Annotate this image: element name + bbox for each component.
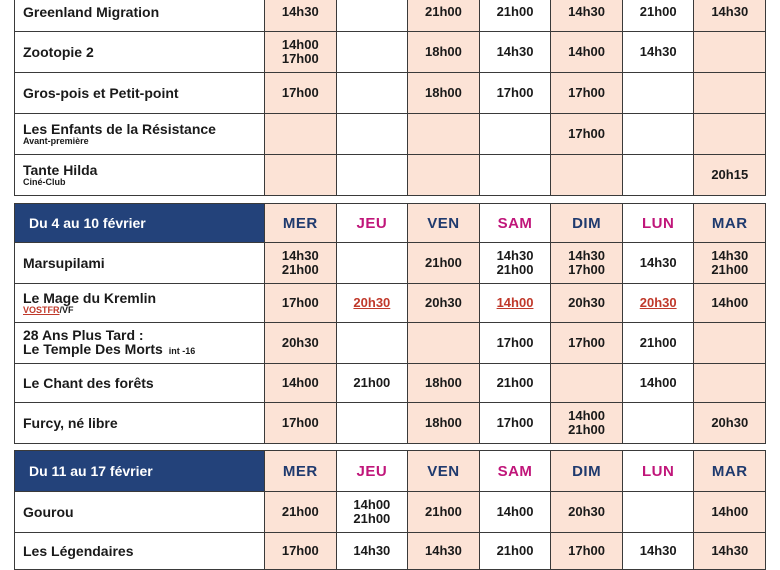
day-header-dim: DIM xyxy=(551,451,623,491)
day-header-jeu: JEU xyxy=(337,204,409,242)
day-header-mar: MAR xyxy=(694,204,766,242)
showtime-cell: 14h00 xyxy=(623,364,695,402)
showtime-cell xyxy=(337,492,409,532)
showtime-cell xyxy=(408,155,480,195)
showtime-cell: 14h30 xyxy=(694,0,766,31)
table-row xyxy=(14,364,766,403)
showtime-cell xyxy=(337,114,409,154)
showtime: 21h00 xyxy=(568,422,606,437)
showtime-cell xyxy=(480,243,552,283)
showtime-cell xyxy=(551,155,623,195)
showtime-cell xyxy=(623,155,695,195)
vf-label: /VF xyxy=(59,305,74,315)
showtime-cell xyxy=(694,73,766,113)
table-row xyxy=(14,323,766,364)
day-header-ven: VEN xyxy=(408,204,480,242)
showtime-cell: 18h00 xyxy=(408,403,480,443)
film-subtitle xyxy=(23,305,256,315)
showtime-cell: 17h00 xyxy=(265,284,337,322)
film-title-cell xyxy=(14,114,265,154)
showtime-cell: 17h00 xyxy=(551,73,623,113)
showtime-cell: 21h00 xyxy=(408,492,480,532)
film-title-cell xyxy=(14,403,265,443)
showtime: 21h00 xyxy=(353,511,391,526)
film-title: Les Enfants de la Résistance xyxy=(23,121,216,137)
showtime-cell xyxy=(337,243,409,283)
vostfr-link[interactable]: VOSTFR xyxy=(23,305,60,315)
showtime-cell: 17h00 xyxy=(551,323,623,363)
showtime-cell xyxy=(480,114,552,154)
showtime-cell xyxy=(623,284,695,322)
film-title: Le Mage du Kremlin xyxy=(23,290,157,306)
table-row xyxy=(14,155,766,196)
showtime-cell: 14h30 xyxy=(265,0,337,31)
showtime-cell: 21h00 xyxy=(623,0,695,31)
showtime-cell: 14h00 xyxy=(480,492,552,532)
showtime-cell: 17h00 xyxy=(265,533,337,569)
week-label: Du 4 au 10 février xyxy=(14,204,265,242)
showtime-cell: 17h00 xyxy=(265,73,337,113)
day-header-jeu: JEU xyxy=(337,451,409,491)
film-title-cell xyxy=(14,323,265,363)
age-rating-badge: int -16 xyxy=(168,346,196,356)
film-title-line2 xyxy=(23,342,256,358)
showtime-cell: 21h00 xyxy=(337,364,409,402)
showtime-cell: 18h00 xyxy=(408,364,480,402)
day-header-dim: DIM xyxy=(551,204,623,242)
showtime-cell xyxy=(623,492,695,532)
showtime: 21h00 xyxy=(711,262,749,277)
showtime: 21h00 xyxy=(281,262,319,277)
film-title: Marsupilami xyxy=(23,255,105,271)
showtime-cell: 14h00 xyxy=(694,284,766,322)
film-title: Les Légendaires xyxy=(23,543,134,559)
showtime-cell: 14h30 xyxy=(480,32,552,72)
showtime-cell xyxy=(265,155,337,195)
table-row xyxy=(14,533,766,570)
showtime: 14h30 xyxy=(281,248,319,263)
showtime-cell xyxy=(408,323,480,363)
day-header-lun: LUN xyxy=(623,204,695,242)
showtime-cell: 21h00 xyxy=(408,243,480,283)
showtime: 14h30 xyxy=(568,248,606,263)
showtime-cell: 14h30 xyxy=(408,533,480,569)
showtime-cell xyxy=(551,243,623,283)
showtime-cell: 14h00 xyxy=(551,32,623,72)
showtime: 14h00 xyxy=(281,37,319,52)
table-row xyxy=(14,243,766,284)
film-title-cell xyxy=(14,155,265,195)
film-title-cell xyxy=(14,32,265,72)
film-title: 28 Ans Plus Tard : xyxy=(23,327,144,343)
film-title: Gros-pois et Petit-point xyxy=(23,85,179,101)
showtime: 17h00 xyxy=(568,262,606,277)
showtime-cell: 21h00 xyxy=(480,0,552,31)
day-header-mer: MER xyxy=(265,451,337,491)
film-title-cell xyxy=(14,284,265,322)
showtime-cell: 20h30 xyxy=(551,284,623,322)
vostfr-showtime: 20h30 xyxy=(353,295,391,310)
table-row xyxy=(14,73,766,114)
showtime-cell: 21h00 xyxy=(623,323,695,363)
showtime-cell xyxy=(623,114,695,154)
week2-table xyxy=(14,203,766,444)
showtime: 14h00 xyxy=(353,497,391,512)
film-title-part: Le Temple Des Morts xyxy=(23,341,163,357)
showtime-cell: 14h30 xyxy=(694,533,766,569)
showtime-cell: 17h00 xyxy=(480,403,552,443)
showtime-cell xyxy=(694,364,766,402)
showtime-cell xyxy=(623,403,695,443)
table-row xyxy=(14,0,766,32)
showtime-cell: 17h00 xyxy=(265,403,337,443)
showtime-cell: 14h30 xyxy=(623,243,695,283)
showtime-cell: 20h30 xyxy=(265,323,337,363)
showtime-cell: 17h00 xyxy=(551,114,623,154)
day-header-lun: LUN xyxy=(623,451,695,491)
vostfr-showtime: 14h00 xyxy=(496,295,534,310)
showtime: 21h00 xyxy=(496,262,534,277)
showtime-cell xyxy=(337,32,409,72)
showtime-cell xyxy=(265,32,337,72)
showtime-cell xyxy=(337,323,409,363)
day-header-ven: VEN xyxy=(408,451,480,491)
showtime-cell xyxy=(337,155,409,195)
showtime-cell: 20h15 xyxy=(694,155,766,195)
day-header-sam: SAM xyxy=(480,451,552,491)
table-row xyxy=(14,403,766,444)
showtime-cell xyxy=(694,114,766,154)
film-title-cell xyxy=(14,243,265,283)
showtime-cell xyxy=(337,73,409,113)
showtime-cell xyxy=(337,284,409,322)
vostfr-showtime: 20h30 xyxy=(639,295,677,310)
film-title-cell xyxy=(14,0,265,31)
showtime-cell xyxy=(551,364,623,402)
film-title-cell xyxy=(14,533,265,569)
showtime-cell xyxy=(265,114,337,154)
showtime-cell: 20h30 xyxy=(694,403,766,443)
table-row xyxy=(14,114,766,155)
showtime-cell xyxy=(694,32,766,72)
showtime-cell: 18h00 xyxy=(408,32,480,72)
showtime-cell xyxy=(480,155,552,195)
showtime-cell: 21h00 xyxy=(408,0,480,31)
film-title-cell xyxy=(14,492,265,532)
week-header xyxy=(14,203,766,243)
showtime-cell: 21h00 xyxy=(265,492,337,532)
week3-table xyxy=(14,450,766,570)
film-title: Zootopie 2 xyxy=(23,44,94,60)
showtime-cell xyxy=(408,114,480,154)
table-row xyxy=(14,284,766,323)
showtime-cell xyxy=(337,0,409,31)
film-title-cell xyxy=(14,364,265,402)
showtime-cell xyxy=(694,323,766,363)
showtime-cell: 21h00 xyxy=(480,533,552,569)
showtime: 14h30 xyxy=(711,248,749,263)
film-subtitle: Ciné-Club xyxy=(23,177,66,187)
showtime-cell: 14h30 xyxy=(551,0,623,31)
table-row xyxy=(14,32,766,73)
showtime-cell xyxy=(480,284,552,322)
week-label: Du 11 au 17 février xyxy=(14,451,265,491)
showtime-cell: 20h30 xyxy=(408,284,480,322)
showtime-cell xyxy=(551,403,623,443)
showtime-cell: 17h00 xyxy=(551,533,623,569)
showtime: 14h00 xyxy=(568,408,606,423)
showtime-cell xyxy=(265,243,337,283)
film-title: Gourou xyxy=(23,504,74,520)
showtime-cell: 21h00 xyxy=(480,364,552,402)
table-row xyxy=(14,492,766,533)
showtime-cell: 20h30 xyxy=(551,492,623,532)
showtime-cell: 17h00 xyxy=(480,323,552,363)
week-header xyxy=(14,450,766,492)
showtime: 14h30 xyxy=(496,248,534,263)
showtime-cell xyxy=(337,403,409,443)
showtime-cell xyxy=(623,73,695,113)
showtime-cell: 14h30 xyxy=(623,32,695,72)
showtime-cell xyxy=(694,243,766,283)
showtime-cell: 14h00 xyxy=(694,492,766,532)
film-title-cell xyxy=(14,73,265,113)
week1-table xyxy=(14,0,766,196)
showtime-cell: 17h00 xyxy=(480,73,552,113)
showtime-cell: 14h30 xyxy=(337,533,409,569)
day-header-mer: MER xyxy=(265,204,337,242)
film-title: Greenland Migration xyxy=(23,4,160,20)
showtime-cell: 14h30 xyxy=(623,533,695,569)
day-header-mar: MAR xyxy=(694,451,766,491)
day-header-sam: SAM xyxy=(480,204,552,242)
showtime-cell: 14h00 xyxy=(265,364,337,402)
film-title: Le Chant des forêts xyxy=(23,375,154,391)
showtime: 17h00 xyxy=(281,51,319,66)
film-subtitle: Avant-première xyxy=(23,136,89,146)
film-title: Tante Hilda xyxy=(23,162,98,178)
showtime-cell: 18h00 xyxy=(408,73,480,113)
film-title: Furcy, né libre xyxy=(23,415,118,431)
